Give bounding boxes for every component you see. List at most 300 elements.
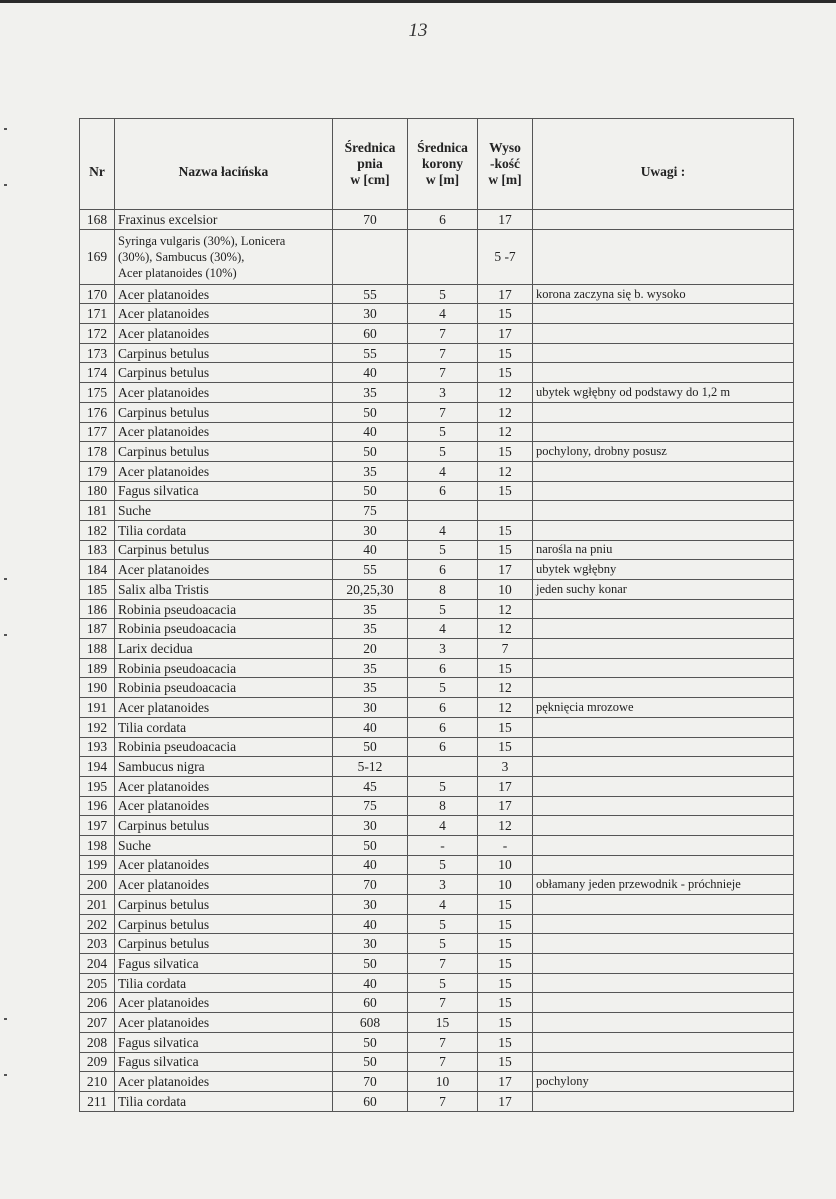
cell-height: 15 — [478, 1052, 533, 1072]
table-row — [80, 343, 794, 363]
cell-remarks — [533, 599, 794, 619]
cell-height: 15 — [478, 737, 533, 757]
cell-height: 10 — [478, 580, 533, 600]
cell-crown-diameter: 7 — [408, 1032, 478, 1052]
table-row — [80, 520, 794, 540]
cell-latin-name: Carpinus betulus — [115, 914, 333, 934]
cell-latin-name: Sambucus nigra — [115, 757, 333, 777]
cell-trunk-diameter: 35 — [333, 383, 408, 403]
table-row — [80, 210, 794, 230]
cell-crown-diameter: 4 — [408, 619, 478, 639]
table-row — [80, 993, 794, 1013]
table-row — [80, 1052, 794, 1072]
cell-nr: 170 — [80, 284, 115, 304]
cell-remarks — [533, 757, 794, 777]
table-row — [80, 717, 794, 737]
cell-latin-name: Acer platanoides — [115, 796, 333, 816]
table-row — [80, 954, 794, 974]
header-remarks: Uwagi : — [533, 119, 794, 210]
cell-remarks — [533, 796, 794, 816]
cell-remarks — [533, 855, 794, 875]
cell-crown-diameter: 6 — [408, 717, 478, 737]
cell-remarks — [533, 461, 794, 481]
cell-height: 12 — [478, 816, 533, 836]
cell-latin-name: Suche — [115, 501, 333, 521]
cell-nr: 195 — [80, 776, 115, 796]
cell-remarks — [533, 210, 794, 230]
cell-latin-name: Acer platanoides — [115, 383, 333, 403]
cell-crown-diameter — [408, 757, 478, 777]
cell-trunk-diameter: 70 — [333, 210, 408, 230]
cell-remarks — [533, 678, 794, 698]
cell-latin-name: Robinia pseudoacacia — [115, 658, 333, 678]
cell-nr: 204 — [80, 954, 115, 974]
cell-remarks — [533, 402, 794, 422]
cell-remarks — [533, 304, 794, 324]
cell-trunk-diameter: 35 — [333, 678, 408, 698]
table-row — [80, 737, 794, 757]
cell-crown-diameter: 6 — [408, 698, 478, 718]
cell-latin-name-line: (30%), Sambucus (30%), — [118, 249, 245, 264]
table-row — [80, 973, 794, 993]
cell-remarks: pęknięcia mrozowe — [533, 698, 794, 718]
cell-height: 17 — [478, 560, 533, 580]
cell-remarks — [533, 835, 794, 855]
cell-crown-diameter: 5 — [408, 422, 478, 442]
table-row — [80, 619, 794, 639]
cell-crown-diameter: 4 — [408, 304, 478, 324]
cell-remarks — [533, 1032, 794, 1052]
cell-remarks — [533, 324, 794, 344]
cell-crown-diameter — [408, 229, 478, 284]
cell-remarks — [533, 343, 794, 363]
cell-remarks — [533, 658, 794, 678]
margin-speck — [4, 128, 7, 130]
cell-height: 15 — [478, 895, 533, 915]
cell-height: 17 — [478, 324, 533, 344]
cell-latin-name: Robinia pseudoacacia — [115, 737, 333, 757]
cell-nr: 203 — [80, 934, 115, 954]
cell-nr: 202 — [80, 914, 115, 934]
cell-height: 17 — [478, 776, 533, 796]
cell-latin-name: Tilia cordata — [115, 717, 333, 737]
cell-latin-name-line: Syringa vulgaris (30%), Lonicera — [118, 233, 286, 248]
cell-remarks: pochylony — [533, 1072, 794, 1092]
cell-nr: 189 — [80, 658, 115, 678]
cell-trunk-diameter: 45 — [333, 776, 408, 796]
cell-height: 5 -7 — [478, 229, 533, 284]
cell-crown-diameter: 4 — [408, 895, 478, 915]
cell-latin-name: Fraxinus excelsior — [115, 210, 333, 230]
table-row — [80, 816, 794, 836]
cell-crown-diameter: 7 — [408, 324, 478, 344]
cell-nr: 209 — [80, 1052, 115, 1072]
cell-crown-diameter: 7 — [408, 993, 478, 1013]
header-height-line: -kość — [490, 156, 520, 171]
cell-trunk-diameter: 40 — [333, 855, 408, 875]
cell-latin-name: Carpinus betulus — [115, 895, 333, 915]
cell-latin-name: Salix alba Tristis — [115, 580, 333, 600]
cell-remarks — [533, 520, 794, 540]
cell-latin-name: Acer platanoides — [115, 560, 333, 580]
cell-crown-diameter: 10 — [408, 1072, 478, 1092]
table-row — [80, 560, 794, 580]
table-row — [80, 383, 794, 403]
header-height-line: w [m] — [488, 172, 522, 187]
table-row — [80, 402, 794, 422]
cell-latin-name: Tilia cordata — [115, 973, 333, 993]
cell-trunk-diameter: 75 — [333, 501, 408, 521]
cell-height: 12 — [478, 383, 533, 403]
table-row — [80, 914, 794, 934]
cell-remarks — [533, 501, 794, 521]
cell-remarks — [533, 954, 794, 974]
cell-nr: 193 — [80, 737, 115, 757]
cell-height: 15 — [478, 304, 533, 324]
header-trunk-diameter — [333, 119, 408, 210]
cell-latin-name: Acer platanoides — [115, 1013, 333, 1033]
cell-crown-diameter: 3 — [408, 383, 478, 403]
cell-nr: 188 — [80, 639, 115, 659]
table-row — [80, 481, 794, 501]
cell-nr: 182 — [80, 520, 115, 540]
table-row — [80, 229, 794, 284]
cell-nr: 187 — [80, 619, 115, 639]
cell-trunk-diameter: 35 — [333, 658, 408, 678]
cell-height: 17 — [478, 1091, 533, 1111]
cell-height: 15 — [478, 993, 533, 1013]
cell-nr: 197 — [80, 816, 115, 836]
cell-latin-name: Acer platanoides — [115, 855, 333, 875]
table-row — [80, 934, 794, 954]
cell-crown-diameter: 7 — [408, 1091, 478, 1111]
cell-remarks — [533, 1013, 794, 1033]
cell-crown-diameter: 6 — [408, 560, 478, 580]
cell-trunk-diameter: 30 — [333, 934, 408, 954]
cell-remarks — [533, 422, 794, 442]
table-row — [80, 1013, 794, 1033]
table-row — [80, 757, 794, 777]
cell-nr: 190 — [80, 678, 115, 698]
cell-latin-name: Fagus silvatica — [115, 954, 333, 974]
cell-height: - — [478, 835, 533, 855]
cell-remarks — [533, 973, 794, 993]
cell-height: 15 — [478, 343, 533, 363]
cell-height — [478, 501, 533, 521]
cell-trunk-diameter: 60 — [333, 1091, 408, 1111]
table-row — [80, 776, 794, 796]
header-trunk-line: pnia — [357, 156, 383, 171]
cell-crown-diameter: - — [408, 835, 478, 855]
cell-remarks — [533, 481, 794, 501]
cell-latin-name: Carpinus betulus — [115, 402, 333, 422]
cell-height: 15 — [478, 1013, 533, 1033]
cell-height: 7 — [478, 639, 533, 659]
header-trunk-line: Średnica — [344, 140, 396, 155]
cell-remarks — [533, 934, 794, 954]
cell-height: 15 — [478, 520, 533, 540]
cell-trunk-diameter: 55 — [333, 284, 408, 304]
cell-remarks — [533, 895, 794, 915]
header-crown-diameter — [408, 119, 478, 210]
cell-trunk-diameter: 50 — [333, 402, 408, 422]
cell-trunk-diameter: 50 — [333, 1032, 408, 1052]
cell-height: 15 — [478, 914, 533, 934]
cell-remarks — [533, 816, 794, 836]
header-height-line: Wyso — [489, 140, 521, 155]
cell-trunk-diameter: 20,25,30 — [333, 580, 408, 600]
margin-speck — [4, 184, 7, 186]
cell-remarks: narośla na pniu — [533, 540, 794, 560]
cell-remarks: obłamany jeden przewodnik - próchnieje — [533, 875, 794, 895]
cell-remarks — [533, 1052, 794, 1072]
table-header-row — [80, 119, 794, 210]
table-row — [80, 304, 794, 324]
header-crown-line: w [m] — [425, 172, 460, 187]
cell-trunk-diameter: 30 — [333, 816, 408, 836]
cell-trunk-diameter: 50 — [333, 835, 408, 855]
cell-remarks: jeden suchy konar — [533, 580, 794, 600]
cell-height: 3 — [478, 757, 533, 777]
cell-trunk-diameter: 60 — [333, 993, 408, 1013]
table-row — [80, 442, 794, 462]
cell-trunk-diameter: 40 — [333, 717, 408, 737]
cell-nr: 183 — [80, 540, 115, 560]
cell-height: 15 — [478, 658, 533, 678]
table-row — [80, 1072, 794, 1092]
cell-trunk-diameter: 55 — [333, 343, 408, 363]
cell-nr: 201 — [80, 895, 115, 915]
cell-nr: 180 — [80, 481, 115, 501]
cell-crown-diameter: 7 — [408, 1052, 478, 1072]
cell-height: 17 — [478, 1072, 533, 1092]
cell-latin-name: Acer platanoides — [115, 324, 333, 344]
cell-height: 15 — [478, 442, 533, 462]
cell-nr: 172 — [80, 324, 115, 344]
table-row — [80, 461, 794, 481]
margin-speck — [4, 1074, 7, 1076]
table-row — [80, 363, 794, 383]
table-row — [80, 796, 794, 816]
cell-crown-diameter: 6 — [408, 481, 478, 501]
cell-crown-diameter: 15 — [408, 1013, 478, 1033]
cell-nr: 194 — [80, 757, 115, 777]
cell-height: 12 — [478, 422, 533, 442]
cell-nr: 175 — [80, 383, 115, 403]
cell-trunk-diameter: 30 — [333, 520, 408, 540]
cell-height: 17 — [478, 796, 533, 816]
cell-nr: 196 — [80, 796, 115, 816]
cell-nr: 186 — [80, 599, 115, 619]
cell-trunk-diameter: 40 — [333, 914, 408, 934]
table-row — [80, 1032, 794, 1052]
cell-trunk-diameter: 40 — [333, 363, 408, 383]
header-crown-line: korony — [421, 156, 463, 171]
cell-trunk-diameter: 30 — [333, 698, 408, 718]
cell-latin-name: Carpinus betulus — [115, 442, 333, 462]
cell-height: 12 — [478, 599, 533, 619]
cell-height: 10 — [478, 875, 533, 895]
header-crown-line: Średnica — [417, 140, 468, 155]
cell-crown-diameter: 6 — [408, 658, 478, 678]
cell-height: 12 — [478, 619, 533, 639]
cell-height: 15 — [478, 717, 533, 737]
cell-latin-name: Acer platanoides — [115, 698, 333, 718]
header-trunk-line: w [cm] — [350, 172, 390, 187]
cell-latin-name: Fagus silvatica — [115, 1032, 333, 1052]
cell-latin-name: Acer platanoides — [115, 461, 333, 481]
cell-latin-name: Carpinus betulus — [115, 934, 333, 954]
cell-height: 15 — [478, 973, 533, 993]
table-row — [80, 875, 794, 895]
cell-remarks — [533, 776, 794, 796]
cell-trunk-diameter: 50 — [333, 481, 408, 501]
cell-trunk-diameter: 50 — [333, 737, 408, 757]
cell-latin-name: Acer platanoides — [115, 993, 333, 1013]
cell-latin-name: Larix decidua — [115, 639, 333, 659]
cell-nr: 169 — [80, 229, 115, 284]
cell-remarks: ubytek wgłębny od podstawy do 1,2 m — [533, 383, 794, 403]
cell-trunk-diameter: 70 — [333, 875, 408, 895]
cell-height: 12 — [478, 402, 533, 422]
cell-nr: 199 — [80, 855, 115, 875]
table-row — [80, 698, 794, 718]
cell-trunk-diameter: 20 — [333, 639, 408, 659]
cell-crown-diameter: 5 — [408, 599, 478, 619]
cell-remarks — [533, 363, 794, 383]
cell-trunk-diameter: 40 — [333, 973, 408, 993]
cell-latin-name: Fagus silvatica — [115, 1052, 333, 1072]
scan-top-edge — [0, 0, 836, 3]
cell-crown-diameter: 7 — [408, 954, 478, 974]
cell-crown-diameter: 4 — [408, 520, 478, 540]
cell-height: 15 — [478, 954, 533, 974]
cell-trunk-diameter: 70 — [333, 1072, 408, 1092]
cell-height: 12 — [478, 698, 533, 718]
cell-nr: 173 — [80, 343, 115, 363]
cell-latin-name: Acer platanoides — [115, 422, 333, 442]
cell-latin-name: Acer platanoides — [115, 875, 333, 895]
cell-trunk-diameter: 75 — [333, 796, 408, 816]
cell-nr: 181 — [80, 501, 115, 521]
cell-height: 12 — [478, 461, 533, 481]
cell-crown-diameter — [408, 501, 478, 521]
cell-nr: 192 — [80, 717, 115, 737]
cell-latin-name: Acer platanoides — [115, 284, 333, 304]
header-nr: Nr — [80, 119, 115, 210]
table-row — [80, 658, 794, 678]
cell-crown-diameter: 6 — [408, 737, 478, 757]
cell-nr: 207 — [80, 1013, 115, 1033]
tree-inventory-table — [79, 118, 794, 1112]
cell-trunk-diameter: 50 — [333, 442, 408, 462]
cell-trunk-diameter: 55 — [333, 560, 408, 580]
cell-trunk-diameter: 30 — [333, 895, 408, 915]
cell-remarks — [533, 717, 794, 737]
cell-crown-diameter: 7 — [408, 363, 478, 383]
table-row — [80, 324, 794, 344]
cell-height: 17 — [478, 284, 533, 304]
cell-latin-name: Carpinus betulus — [115, 540, 333, 560]
cell-crown-diameter: 3 — [408, 639, 478, 659]
cell-trunk-diameter: 40 — [333, 422, 408, 442]
cell-trunk-diameter — [333, 229, 408, 284]
cell-height: 15 — [478, 363, 533, 383]
cell-height: 15 — [478, 481, 533, 501]
cell-nr: 171 — [80, 304, 115, 324]
cell-nr: 210 — [80, 1072, 115, 1092]
cell-height: 10 — [478, 855, 533, 875]
table-row — [80, 835, 794, 855]
cell-height: 15 — [478, 1032, 533, 1052]
cell-latin-name: Acer platanoides — [115, 1072, 333, 1092]
cell-latin-name: Robinia pseudoacacia — [115, 619, 333, 639]
cell-trunk-diameter: 35 — [333, 599, 408, 619]
cell-nr: 176 — [80, 402, 115, 422]
table-body — [80, 210, 794, 1112]
cell-crown-diameter: 6 — [408, 210, 478, 230]
cell-trunk-diameter: 30 — [333, 304, 408, 324]
cell-nr: 198 — [80, 835, 115, 855]
table-row — [80, 855, 794, 875]
cell-remarks — [533, 993, 794, 1013]
table-row — [80, 580, 794, 600]
cell-remarks — [533, 737, 794, 757]
margin-speck — [4, 1018, 7, 1020]
cell-latin-name-line: Acer platanoides (10%) — [118, 265, 237, 280]
table-row — [80, 895, 794, 915]
header-latin-name: Nazwa łacińska — [115, 119, 333, 210]
header-height — [478, 119, 533, 210]
cell-nr: 205 — [80, 973, 115, 993]
page-number: 13 — [408, 20, 428, 41]
cell-latin-name: Tilia cordata — [115, 520, 333, 540]
table-row — [80, 422, 794, 442]
cell-trunk-diameter: 5-12 — [333, 757, 408, 777]
cell-latin-name: Suche — [115, 835, 333, 855]
cell-latin-name: Acer platanoides — [115, 776, 333, 796]
cell-crown-diameter: 5 — [408, 914, 478, 934]
cell-trunk-diameter: 35 — [333, 619, 408, 639]
cell-crown-diameter: 8 — [408, 580, 478, 600]
cell-latin-name: Carpinus betulus — [115, 816, 333, 836]
cell-crown-diameter: 5 — [408, 776, 478, 796]
cell-latin-name: Robinia pseudoacacia — [115, 599, 333, 619]
cell-crown-diameter: 7 — [408, 343, 478, 363]
cell-nr: 179 — [80, 461, 115, 481]
cell-trunk-diameter: 35 — [333, 461, 408, 481]
cell-height: 17 — [478, 210, 533, 230]
cell-crown-diameter: 4 — [408, 461, 478, 481]
cell-nr: 211 — [80, 1091, 115, 1111]
cell-height: 12 — [478, 678, 533, 698]
cell-crown-diameter: 5 — [408, 442, 478, 462]
cell-latin-name: Robinia pseudoacacia — [115, 678, 333, 698]
table-row — [80, 540, 794, 560]
cell-nr: 206 — [80, 993, 115, 1013]
cell-crown-diameter: 5 — [408, 284, 478, 304]
margin-speck — [4, 578, 7, 580]
cell-trunk-diameter: 50 — [333, 1052, 408, 1072]
cell-nr: 200 — [80, 875, 115, 895]
cell-nr: 177 — [80, 422, 115, 442]
cell-remarks: korona zaczyna się b. wysoko — [533, 284, 794, 304]
cell-remarks: ubytek wgłębny — [533, 560, 794, 580]
cell-height: 15 — [478, 540, 533, 560]
cell-nr: 185 — [80, 580, 115, 600]
margin-speck — [4, 634, 7, 636]
cell-crown-diameter: 7 — [408, 402, 478, 422]
